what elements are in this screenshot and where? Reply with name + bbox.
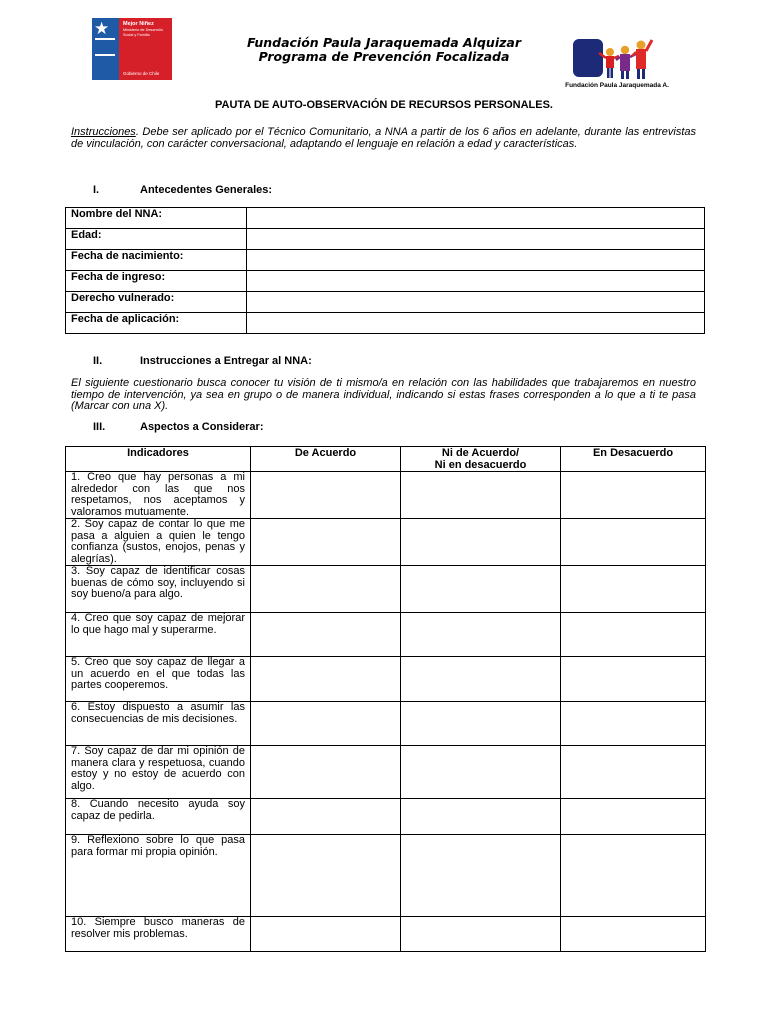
indicator-text: 1. Creo que hay personas a mi alrededor con las que nos respetamos, nos aceptamos y valoramos mutuamente. [66,472,251,519]
neutral-cell[interactable] [401,566,561,613]
document-header [200,36,568,64]
table-row [66,566,706,613]
neutral-cell[interactable] [401,519,561,566]
agree-cell[interactable] [251,472,401,519]
agree-cell[interactable] [251,835,401,917]
agree-cell[interactable] [251,917,401,952]
indicator-text: 8. Cuando necesito ayuda soy capaz de pedirla. [66,799,251,835]
disagree-cell[interactable] [561,657,706,702]
nna-instructions-text: El siguiente cuestionario busca conocer tu visión de ti mismo/a en relación con las habilidades que trabajaremos en nuestro tiempo de intervención, ya sea en grupo o de manera individual, indicando si estas frases corresponden a lo que a ti te pasa (Marcar con una X). [71,377,696,412]
table-row [66,472,706,519]
agree-cell[interactable] [251,519,401,566]
neutral-cell[interactable] [401,702,561,746]
disagree-cell[interactable] [561,613,706,657]
column-header-agree: De Acuerdo [251,447,401,472]
indicator-text: 10. Siempre busco maneras de resolver mis problemas. [66,917,251,952]
disagree-cell[interactable] [561,472,706,519]
neutral-cell[interactable] [401,799,561,835]
government-logo [92,18,172,80]
field-label: Edad: [66,229,247,250]
field-label: Fecha de nacimiento: [66,250,247,271]
birth-date-field[interactable] [247,250,705,271]
column-header-disagree: En Desacuerdo [561,447,706,472]
agree-cell[interactable] [251,799,401,835]
instructions-text: . Debe ser aplicado por el Técnico Comunitario, a NNA a partir de los 6 años en adelante, durante las entrevistas de vinculación, con carácter conversacional, adaptando el lenguaje en relación a edad y características. [71,126,696,150]
neutral-cell[interactable] [401,472,561,519]
table-row [66,208,705,229]
name-field[interactable] [247,208,705,229]
section-3-number: III. [93,421,106,433]
table-row [66,229,705,250]
violated-right-field[interactable] [247,292,705,313]
field-label: Nombre del NNA: [66,208,247,229]
table-row [66,613,706,657]
table-row [66,250,705,271]
indicator-text: 9. Reflexiono sobre lo que pasa para formar mi propia opinión. [66,835,251,917]
table-header-row [66,447,706,472]
foundation-logo-caption: Fundación Paula Jaraquemada A. [565,82,669,89]
disagree-cell[interactable] [561,566,706,613]
neutral-cell[interactable] [401,835,561,917]
indicator-text: 2. Soy capaz de contar lo que me pasa a alguien a quien le tengo confianza (sustos, enojos, penas y alegrías). [66,519,251,566]
column-header-neutral [401,447,561,472]
family-figures-icon [570,36,680,82]
section-1-title: Antecedentes Generales: [140,184,273,196]
gov-logo-ministry: Ministerio de Desarrollo Social y Familia [123,28,163,37]
org-name: Fundación Paula Jaraquemada Alquizar [247,35,521,50]
star-icon: ★ [94,19,110,38]
coat-of-arms-icon [95,38,115,56]
field-label: Fecha de ingreso: [66,271,247,292]
neutral-cell[interactable] [401,746,561,799]
indicator-text: 7. Soy capaz de dar mi opinión de manera clara y respetuosa, cuando estoy y no estoy de acuerdo con algo. [66,746,251,799]
indicator-text: 6. Estoy dispuesto a asumir las consecuencias de mis decisiones. [66,702,251,746]
column-header-neutral-line2: Ni en desacuerdo [434,459,527,471]
neutral-cell[interactable] [401,613,561,657]
neutral-cell[interactable] [401,917,561,952]
disagree-cell[interactable] [561,799,706,835]
foundation-logo [565,36,680,94]
disagree-cell[interactable] [561,519,706,566]
program-name: Programa de Prevención Focalizada [258,49,510,64]
agree-cell[interactable] [251,746,401,799]
indicator-text: 4. Creo que soy capaz de mejorar lo que hago mal y superarme. [66,613,251,657]
section-3-title: Aspectos a Considerar: [140,421,264,433]
neutral-cell[interactable] [401,657,561,702]
table-row [66,519,706,566]
field-label: Derecho vulnerado: [66,292,247,313]
table-row [66,917,706,952]
field-label: Fecha de aplicación: [66,313,247,334]
agree-cell[interactable] [251,566,401,613]
section-1-number: I. [93,184,100,196]
disagree-cell[interactable] [561,702,706,746]
age-field[interactable] [247,229,705,250]
table-row [66,702,706,746]
disagree-cell[interactable] [561,917,706,952]
gov-logo-government: Gobierno de Chile [123,71,160,76]
application-date-field[interactable] [247,313,705,334]
page-title: PAUTA DE AUTO-OBSERVACIÓN DE RECURSOS PERSONALES. [215,99,553,111]
column-header-neutral-line1: Ni de Acuerdo/ [441,447,520,459]
table-row [66,313,705,334]
agree-cell[interactable] [251,702,401,746]
agree-cell[interactable] [251,613,401,657]
table-row [66,292,705,313]
general-info-table [65,207,705,334]
admission-date-field[interactable] [247,271,705,292]
table-row [66,271,705,292]
table-row [66,746,706,799]
table-row [66,835,706,917]
indicator-text: 3. Soy capaz de identificar cosas buenas de cómo soy, incluyendo si soy bueno/a para algo. [66,566,251,613]
disagree-cell[interactable] [561,746,706,799]
disagree-cell[interactable] [561,835,706,917]
agree-cell[interactable] [251,657,401,702]
section-2-number: II. [93,355,103,367]
instructions-paragraph [71,126,696,150]
indicators-table [65,446,706,952]
gov-logo-title: Mejor Niñez [123,21,154,27]
indicator-text: 5. Creo que soy capaz de llegar a un acuerdo en el que todas las partes cooperemos. [66,657,251,702]
instructions-lead: Instrucciones [71,126,136,138]
column-header-indicators: Indicadores [66,447,251,472]
table-row [66,657,706,702]
table-row [66,799,706,835]
section-2-title: Instrucciones a Entregar al NNA: [140,355,312,367]
